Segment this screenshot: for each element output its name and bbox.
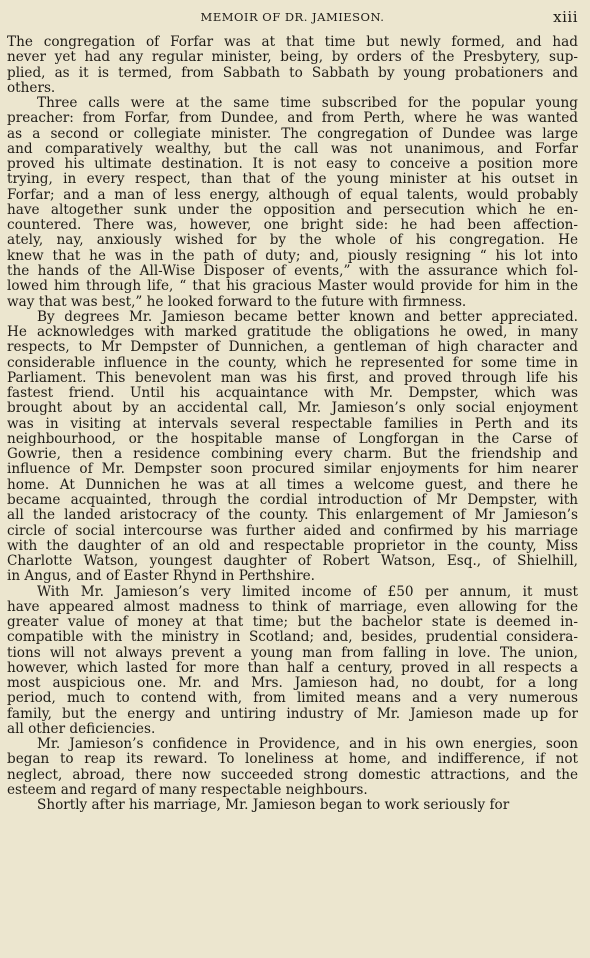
- text-line: Gowrie, then a residence combining every charm. But the friendship and: [7, 447, 578, 463]
- text-line: neighbourhood, or the hospitable manse of Longforgan in the Carse of: [7, 431, 578, 447]
- text-line: with the daughter of an old and respectable proprietor in the county, Miss: [7, 538, 578, 554]
- text-line: Forfar; and a man of less energy, although of equal talents, would probably: [7, 187, 578, 203]
- text-line: never yet had any regular minister, being, by orders of the Presbytery, sup-: [7, 50, 578, 66]
- text-line: and comparatively wealthy, but the call was not unanimous, and Forfar: [7, 141, 578, 157]
- text-line: plied, as it is termed, from Sabbath to Sabbath by young probationers and: [7, 65, 578, 81]
- paragraph: [7, 96, 578, 310]
- page-header: [7, 8, 578, 30]
- text-line: fastest friend. Until his acquaintance with Mr. Dempster, which was: [7, 386, 578, 402]
- text-line: have appeared almost madness to think of marriage, even allowing for the: [7, 599, 578, 615]
- text-line: began to reap its reward. To loneliness at home, and indifference, if not: [7, 752, 578, 768]
- text-line: however, which lasted for more than half a century, proved in all respects a: [7, 660, 578, 676]
- text-line: By degrees Mr. Jamieson became better known and better appreciated.: [37, 309, 578, 325]
- text-line: in Angus, and of Easter Rhynd in Perthshire.: [7, 569, 315, 585]
- text-line: became acquainted, through the cordial introduction of Mr Dempster, with: [7, 492, 578, 508]
- text-line: period, much to contend with, from limited means and a very numerous: [7, 691, 578, 707]
- text-line: esteem and regard of many respectable neighbours.: [7, 783, 368, 799]
- text-line: as a second or collegiate minister. The congregation of Dundee was large: [7, 126, 578, 142]
- text-line: the hands of the All-Wise Disposer of events,” with the assurance which fol-: [7, 263, 578, 279]
- text-line: He acknowledges with marked gratitude the obligations he owed, in many: [7, 325, 578, 341]
- text-line: way that was best,” he looked forward to the future with firmness.: [7, 294, 467, 310]
- text-line: tions will not always prevent a young man from falling in love. The union,: [7, 645, 578, 661]
- text-line: family, but the energy and untiring industry of Mr. Jamieson made up for: [7, 706, 578, 722]
- text-line: others.: [7, 80, 56, 96]
- page-number: xiii: [553, 8, 578, 26]
- text-line: circle of social intercourse was further aided and confirmed by his marriage: [7, 523, 578, 539]
- paragraph: [7, 737, 578, 798]
- text-line: Parliament. This benevolent man was his first, and proved through life his: [7, 370, 578, 386]
- text-line: Shortly after his marriage, Mr. Jamieson began to work seriously for: [37, 798, 510, 814]
- text-line: home. At Dunnichen he was at all times a welcome guest, and there he: [7, 477, 578, 493]
- text-line: With Mr. Jamieson’s very limited income of £50 per annum, it must: [37, 584, 578, 600]
- text-line: proved his ultimate destination. It is not easy to conceive a position more: [7, 157, 578, 173]
- text-line: The congregation of Forfar was at that time but newly formed, and had: [7, 35, 578, 50]
- paragraph: [7, 798, 578, 813]
- text-line: ately, nay, anxiously wished for by the whole of his congregation. He: [7, 233, 578, 249]
- paragraph: [7, 35, 578, 96]
- text-line: countered. There was, however, one bright side: he had been affection-: [7, 218, 578, 234]
- text-line: lowed him through life, “ that his gracious Master would provide for him in the: [7, 279, 578, 295]
- text-line: all other deficiencies.: [7, 721, 156, 737]
- text-line: preacher: from Forfar, from Dundee, and from Perth, where he was wanted: [7, 111, 578, 127]
- text-line: have altogether sunk under the opposition and persecution which he en-: [7, 202, 578, 218]
- text-line: most auspicious one. Mr. and Mrs. Jamieson had, no doubt, for a long: [7, 676, 578, 692]
- text-line: respects, to Mr Dempster of Dunnichen, a gentleman of high character and: [7, 340, 578, 356]
- paragraph: [7, 310, 578, 585]
- text-line: trying, in every respect, than that of the young minister at his outset in: [7, 172, 578, 188]
- text-line: was in visiting at intervals several respectable families in Perth and its: [7, 416, 578, 432]
- text-line: Charlotte Watson, youngest daughter of Robert Watson, Esq., of Shielhill,: [7, 554, 578, 570]
- text-line: all the landed aristocracy of the county. This enlargement of Mr Jamieson’s: [7, 508, 578, 524]
- body-text: [7, 35, 578, 814]
- text-line: considerable influence in the county, which he represented for some time in: [7, 355, 578, 371]
- text-line: neglect, abroad, there now succeeded strong domestic attractions, and the: [7, 767, 578, 783]
- text-line: influence of Mr. Dempster soon procured similar enjoyments for him nearer: [7, 462, 578, 478]
- text-line: Three calls were at the same time subscribed for the popular young: [37, 96, 578, 112]
- text-line: greater value of money at that time; but the bachelor state is deemed in-: [7, 615, 578, 631]
- text-line: compatible with the ministry in Scotland; and, besides, prudential considera-: [7, 630, 578, 646]
- text-line: brought about by an accidental call, Mr. Jamieson’s only social enjoyment: [7, 401, 578, 417]
- paragraph: [7, 585, 578, 738]
- text-line: knew that he was in the path of duty; and, piously resigning “ his lot into: [7, 248, 578, 264]
- running-head: MEMOIR OF DR. JAMIESON.: [200, 10, 385, 24]
- text-line: Mr. Jamieson’s confidence in Providence, and in his own energies, soon: [37, 737, 578, 753]
